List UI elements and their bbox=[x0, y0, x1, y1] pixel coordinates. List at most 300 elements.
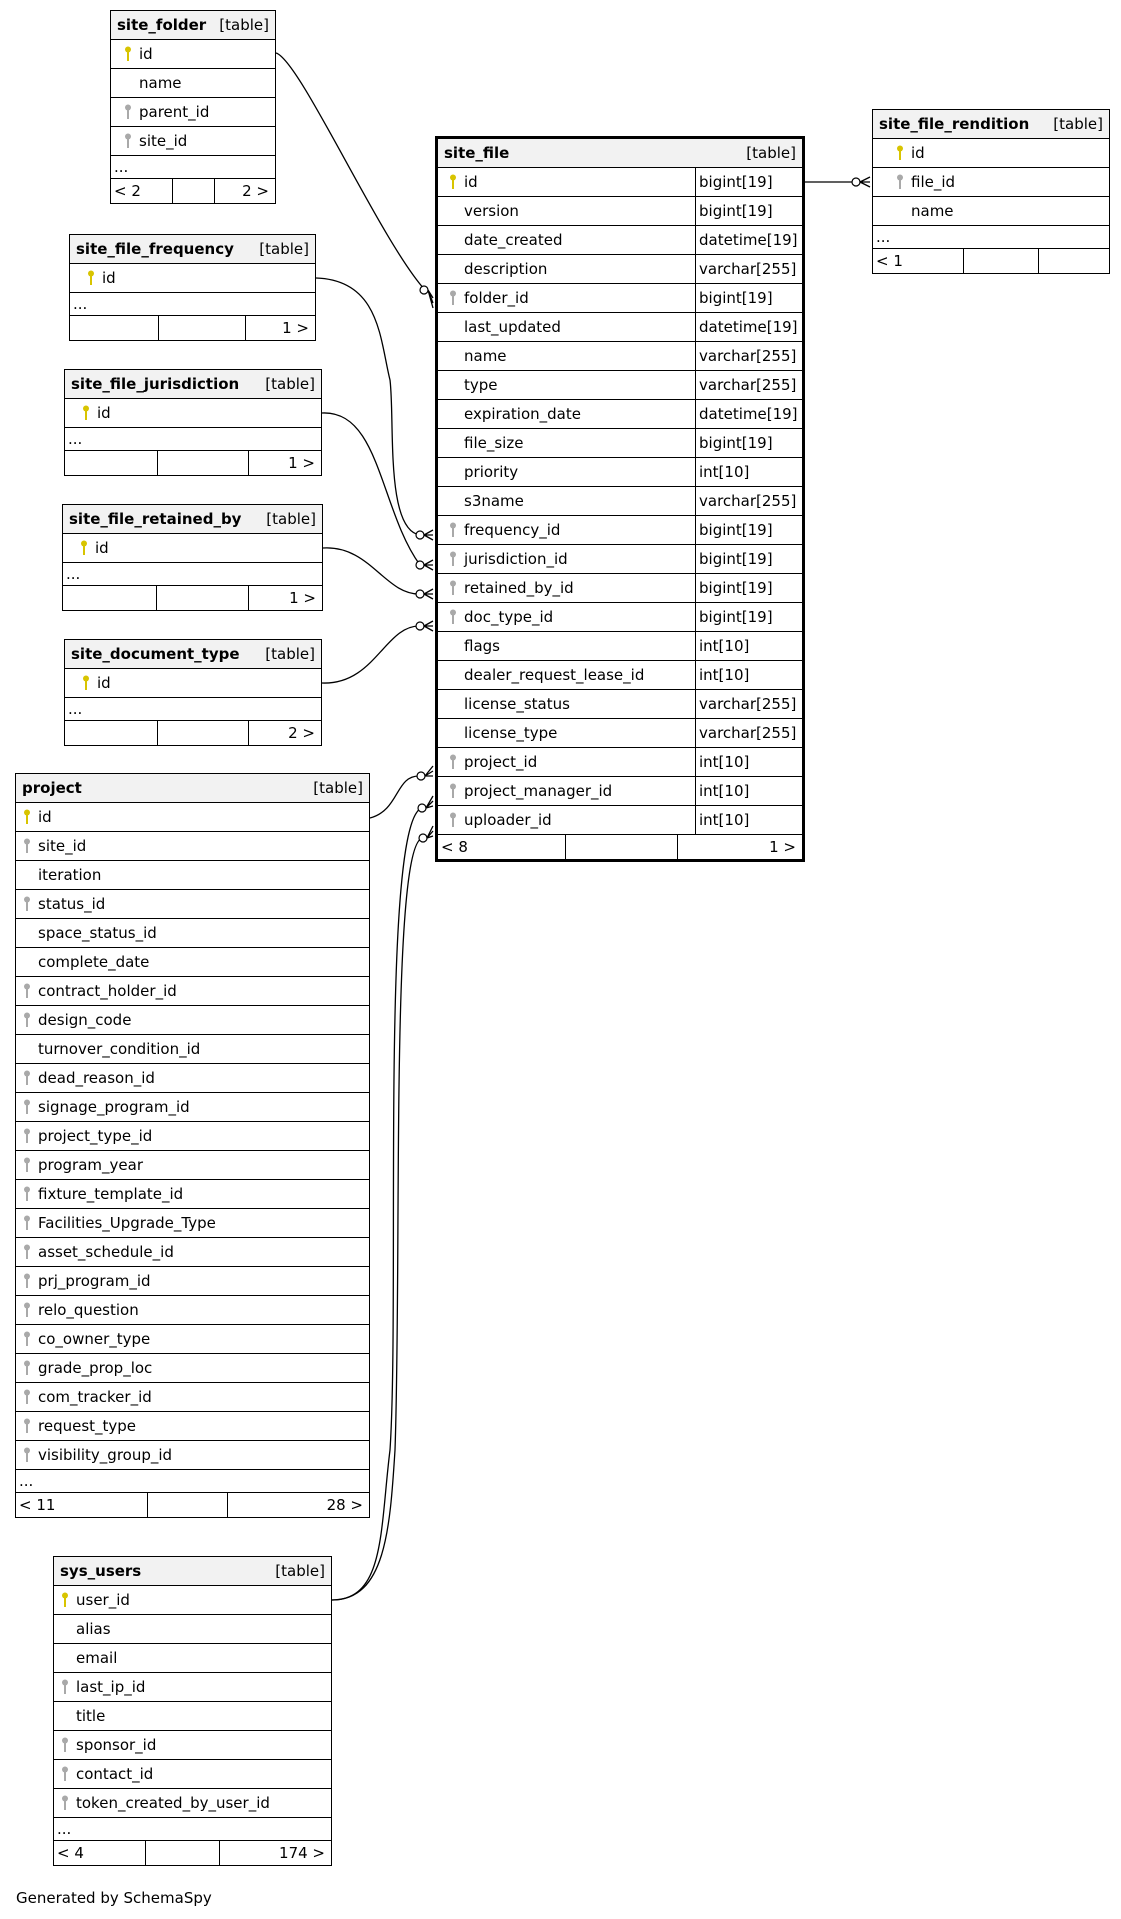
column-row[interactable] bbox=[65, 669, 321, 698]
optional-marker-frequency bbox=[416, 531, 424, 539]
column-name: signage_program_id bbox=[38, 1098, 190, 1116]
no-key-spacer bbox=[442, 632, 464, 660]
footer-middle[interactable] bbox=[156, 586, 249, 610]
column-row[interactable] bbox=[16, 1122, 369, 1151]
column-name: sponsor_id bbox=[76, 1736, 157, 1754]
primary-key-icon bbox=[80, 264, 102, 292]
primary-key-icon bbox=[73, 534, 95, 562]
column-row[interactable] bbox=[111, 98, 275, 127]
column-type: int[10] bbox=[695, 777, 802, 805]
column-name: project_manager_id bbox=[464, 782, 613, 800]
table-kind-tag: [table] bbox=[275, 1562, 325, 1580]
column-name: title bbox=[76, 1707, 106, 1725]
optional-marker-jurisdiction bbox=[416, 561, 424, 569]
column-name: request_type bbox=[38, 1417, 137, 1435]
no-key-spacer bbox=[442, 371, 464, 399]
column-row[interactable] bbox=[438, 458, 802, 487]
column-name: id bbox=[911, 144, 925, 162]
primary-key-icon bbox=[75, 399, 97, 427]
column-name: project_type_id bbox=[38, 1127, 153, 1145]
column-type: bigint[19] bbox=[695, 603, 802, 631]
primary-key-icon bbox=[442, 168, 464, 196]
column-row[interactable] bbox=[873, 139, 1109, 168]
foreign-key-icon bbox=[16, 1354, 38, 1382]
column-name: license_status bbox=[464, 695, 570, 713]
generated-by-footer: Generated by SchemaSpy bbox=[16, 1889, 212, 1907]
table-kind-tag: [table] bbox=[265, 375, 315, 393]
table-footer bbox=[70, 316, 315, 340]
foreign-key-icon bbox=[442, 284, 464, 312]
column-row[interactable] bbox=[16, 803, 369, 832]
column-row[interactable] bbox=[438, 284, 802, 313]
fk-line-retained-by bbox=[323, 548, 420, 594]
no-key-spacer bbox=[442, 197, 464, 225]
table-name: site_file_frequency bbox=[76, 240, 234, 258]
column-row[interactable] bbox=[16, 977, 369, 1006]
column-name: frequency_id bbox=[464, 521, 561, 539]
column-type: int[10] bbox=[695, 806, 802, 834]
column-row[interactable] bbox=[54, 1615, 331, 1644]
no-key-spacer bbox=[16, 1035, 38, 1063]
optional-marker-rendition bbox=[852, 178, 860, 186]
optional-marker-project-manager bbox=[418, 804, 426, 812]
parents-count[interactable] bbox=[65, 721, 157, 745]
column-name: relo_question bbox=[38, 1301, 139, 1319]
column-row[interactable] bbox=[438, 545, 802, 574]
children-count[interactable]: 1 > bbox=[769, 838, 796, 856]
optional-marker-retained-by bbox=[416, 590, 424, 598]
column-name: type bbox=[464, 376, 498, 394]
no-key-spacer bbox=[442, 400, 464, 428]
no-key-spacer bbox=[54, 1702, 76, 1730]
table-site-file-jurisdiction[interactable] bbox=[64, 369, 322, 476]
column-name: alias bbox=[76, 1620, 111, 1638]
column-row[interactable] bbox=[65, 399, 321, 428]
no-key-spacer bbox=[54, 1615, 76, 1643]
foreign-key-icon bbox=[54, 1789, 76, 1817]
table-name: site_file_jurisdiction bbox=[71, 375, 240, 393]
column-type: int[10] bbox=[695, 632, 802, 660]
table-footer bbox=[54, 1841, 331, 1865]
table-header[interactable] bbox=[65, 370, 321, 399]
footer-middle[interactable] bbox=[172, 179, 215, 203]
column-row[interactable] bbox=[438, 342, 802, 371]
table-header[interactable] bbox=[438, 139, 802, 168]
column-name: id bbox=[97, 404, 111, 422]
table-kind-tag: [table] bbox=[746, 144, 796, 162]
column-row[interactable] bbox=[438, 313, 802, 342]
table-header[interactable] bbox=[111, 11, 275, 40]
parents-count[interactable]: < 4 bbox=[57, 1844, 84, 1862]
table-site-file-retained-by[interactable] bbox=[62, 504, 323, 611]
crows-foot-uploader bbox=[427, 826, 433, 838]
table-footer bbox=[65, 451, 321, 475]
column-row[interactable] bbox=[16, 919, 369, 948]
column-row[interactable] bbox=[16, 861, 369, 890]
foreign-key-icon bbox=[16, 1441, 38, 1469]
column-name: fixture_template_id bbox=[38, 1185, 184, 1203]
column-row[interactable] bbox=[16, 890, 369, 919]
column-row[interactable] bbox=[438, 632, 802, 661]
primary-key-icon bbox=[75, 669, 97, 697]
column-row[interactable] bbox=[54, 1731, 331, 1760]
column-name: file_size bbox=[464, 434, 524, 452]
crows-foot-project-manager bbox=[426, 796, 433, 808]
primary-key-icon bbox=[889, 139, 911, 167]
optional-marker-project bbox=[417, 772, 425, 780]
column-name: date_created bbox=[464, 231, 563, 249]
foreign-key-icon bbox=[117, 127, 139, 155]
column-name: folder_id bbox=[464, 289, 529, 307]
foreign-key-icon bbox=[442, 777, 464, 805]
parents-count[interactable]: < 8 bbox=[441, 838, 468, 856]
column-row[interactable] bbox=[16, 1354, 369, 1383]
column-type: bigint[19] bbox=[695, 574, 802, 602]
no-key-spacer bbox=[54, 1644, 76, 1672]
column-name: design_code bbox=[38, 1011, 132, 1029]
column-row[interactable] bbox=[16, 1035, 369, 1064]
table-name: site_folder bbox=[117, 16, 207, 34]
crows-foot-doc-type bbox=[424, 621, 433, 631]
column-name: space_status_id bbox=[38, 924, 157, 942]
column-name: file_id bbox=[911, 173, 956, 191]
column-name: name bbox=[139, 74, 182, 92]
column-type: bigint[19] bbox=[695, 516, 802, 544]
column-row[interactable] bbox=[438, 400, 802, 429]
foreign-key-icon bbox=[442, 748, 464, 776]
column-row[interactable] bbox=[438, 197, 802, 226]
column-name: com_tracker_id bbox=[38, 1388, 152, 1406]
fk-line-project bbox=[370, 776, 420, 818]
crows-foot-frequency bbox=[424, 530, 433, 540]
no-key-spacer bbox=[16, 861, 38, 889]
column-name: id bbox=[464, 173, 478, 191]
crows-foot-folder bbox=[428, 290, 433, 308]
column-name: version bbox=[464, 202, 519, 220]
column-row[interactable] bbox=[438, 748, 802, 777]
table-name: sys_users bbox=[60, 1562, 142, 1580]
optional-marker-doc-type bbox=[416, 622, 424, 630]
table-site-folder[interactable] bbox=[110, 10, 276, 204]
column-name: id bbox=[97, 674, 111, 692]
column-row[interactable] bbox=[111, 40, 275, 69]
table-header[interactable] bbox=[16, 774, 369, 803]
table-name: site_file_rendition bbox=[879, 115, 1030, 133]
primary-key-icon bbox=[16, 803, 38, 831]
parents-count[interactable] bbox=[65, 451, 157, 475]
column-name: co_owner_type bbox=[38, 1330, 151, 1348]
column-row[interactable] bbox=[16, 1180, 369, 1209]
parents-count[interactable]: < 1 bbox=[876, 252, 903, 270]
no-key-spacer bbox=[442, 429, 464, 457]
no-key-spacer bbox=[16, 919, 38, 947]
foreign-key-icon bbox=[16, 1383, 38, 1411]
children-count[interactable]: 1 > bbox=[288, 454, 315, 472]
children-count[interactable]: 174 > bbox=[279, 1844, 325, 1862]
column-type: varchar[255] bbox=[695, 255, 802, 283]
foreign-key-icon bbox=[442, 516, 464, 544]
column-name: grade_prop_loc bbox=[38, 1359, 153, 1377]
more-columns-indicator[interactable]: ... bbox=[65, 698, 321, 721]
foreign-key-icon bbox=[16, 1209, 38, 1237]
column-row[interactable] bbox=[16, 1006, 369, 1035]
foreign-key-icon bbox=[16, 1238, 38, 1266]
children-count[interactable]: 1 > bbox=[289, 589, 316, 607]
column-name: prj_program_id bbox=[38, 1272, 151, 1290]
foreign-key-icon bbox=[16, 1006, 38, 1034]
column-row[interactable] bbox=[438, 661, 802, 690]
parents-count[interactable]: < 2 bbox=[114, 182, 141, 200]
column-name: contract_holder_id bbox=[38, 982, 177, 1000]
column-row[interactable] bbox=[16, 1296, 369, 1325]
column-row[interactable] bbox=[438, 806, 802, 835]
column-row[interactable] bbox=[16, 1325, 369, 1354]
table-name: project bbox=[22, 779, 82, 797]
column-row[interactable] bbox=[438, 719, 802, 748]
table-header[interactable] bbox=[65, 640, 321, 669]
more-columns-indicator[interactable]: ... bbox=[65, 428, 321, 451]
column-name: jurisdiction_id bbox=[464, 550, 568, 568]
table-header[interactable] bbox=[873, 110, 1109, 139]
children-count[interactable]: 2 > bbox=[288, 724, 315, 742]
foreign-key-icon bbox=[16, 1267, 38, 1295]
column-row[interactable] bbox=[16, 948, 369, 977]
column-row[interactable] bbox=[873, 168, 1109, 197]
table-footer bbox=[63, 586, 322, 610]
column-type: datetime[19] bbox=[695, 400, 802, 428]
fk-line-doc-type bbox=[322, 626, 420, 683]
column-name: description bbox=[464, 260, 548, 278]
column-row[interactable] bbox=[111, 127, 275, 156]
column-name: Facilities_Upgrade_Type bbox=[38, 1214, 216, 1232]
column-row[interactable] bbox=[54, 1702, 331, 1731]
column-row[interactable] bbox=[70, 264, 315, 293]
column-type: bigint[19] bbox=[695, 284, 802, 312]
foreign-key-icon bbox=[54, 1731, 76, 1759]
foreign-key-icon bbox=[16, 1122, 38, 1150]
foreign-key-icon bbox=[16, 1412, 38, 1440]
column-type: varchar[255] bbox=[695, 342, 802, 370]
fk-line-frequency bbox=[316, 278, 420, 535]
column-name: last_updated bbox=[464, 318, 561, 336]
column-row[interactable] bbox=[16, 1383, 369, 1412]
column-type: int[10] bbox=[695, 458, 802, 486]
no-key-spacer bbox=[16, 948, 38, 976]
more-columns-indicator[interactable]: ... bbox=[16, 1470, 369, 1493]
column-type: bigint[19] bbox=[695, 545, 802, 573]
crows-foot-retained-by bbox=[424, 589, 433, 599]
table-kind-tag: [table] bbox=[259, 240, 309, 258]
column-name: dead_reason_id bbox=[38, 1069, 155, 1087]
column-name: id bbox=[102, 269, 116, 287]
column-row[interactable] bbox=[16, 1267, 369, 1296]
crows-foot-rendition bbox=[860, 177, 870, 187]
column-name: doc_type_id bbox=[464, 608, 554, 626]
parents-count[interactable] bbox=[70, 316, 158, 340]
table-sys-users[interactable] bbox=[53, 1556, 332, 1866]
column-type: varchar[255] bbox=[695, 487, 802, 515]
no-key-spacer bbox=[117, 69, 139, 97]
column-row[interactable] bbox=[438, 487, 802, 516]
column-row[interactable] bbox=[16, 1238, 369, 1267]
column-row[interactable] bbox=[54, 1673, 331, 1702]
more-columns-indicator[interactable]: ... bbox=[63, 563, 322, 586]
footer-middle[interactable] bbox=[157, 451, 249, 475]
column-name: contact_id bbox=[76, 1765, 154, 1783]
table-site-file-rendition[interactable] bbox=[872, 109, 1110, 274]
column-type: bigint[19] bbox=[695, 197, 802, 225]
no-key-spacer bbox=[442, 661, 464, 689]
column-row[interactable] bbox=[438, 255, 802, 284]
footer-middle[interactable] bbox=[565, 835, 678, 859]
parents-count[interactable] bbox=[63, 586, 156, 610]
no-key-spacer bbox=[442, 487, 464, 515]
column-row[interactable] bbox=[438, 777, 802, 806]
column-row[interactable] bbox=[16, 1209, 369, 1238]
column-row[interactable] bbox=[873, 197, 1109, 226]
column-name: parent_id bbox=[139, 103, 210, 121]
foreign-key-icon bbox=[16, 832, 38, 860]
column-name: token_created_by_user_id bbox=[76, 1794, 270, 1812]
footer-middle[interactable] bbox=[145, 1841, 220, 1865]
column-row[interactable] bbox=[438, 429, 802, 458]
foreign-key-icon bbox=[442, 806, 464, 834]
parents-count[interactable]: < 11 bbox=[19, 1496, 56, 1514]
column-row[interactable] bbox=[16, 832, 369, 861]
foreign-key-icon bbox=[16, 1064, 38, 1092]
table-site-file[interactable] bbox=[435, 136, 805, 862]
table-header[interactable] bbox=[54, 1557, 331, 1586]
table-header[interactable] bbox=[63, 505, 322, 534]
column-type: datetime[19] bbox=[695, 226, 802, 254]
column-type: bigint[19] bbox=[695, 168, 802, 196]
footer-middle[interactable] bbox=[963, 249, 1039, 273]
column-row[interactable] bbox=[438, 371, 802, 400]
more-columns-indicator[interactable]: ... bbox=[70, 293, 315, 316]
column-row[interactable] bbox=[16, 1412, 369, 1441]
foreign-key-icon bbox=[117, 98, 139, 126]
more-columns-indicator[interactable]: ... bbox=[54, 1818, 331, 1841]
foreign-key-icon bbox=[16, 1325, 38, 1353]
column-name: license_type bbox=[464, 724, 558, 742]
column-row[interactable] bbox=[438, 690, 802, 719]
table-footer bbox=[873, 249, 1109, 273]
table-site-file-frequency[interactable] bbox=[69, 234, 316, 341]
column-type: int[10] bbox=[695, 748, 802, 776]
table-kind-tag: [table] bbox=[219, 16, 269, 34]
column-name: user_id bbox=[76, 1591, 130, 1609]
foreign-key-icon bbox=[16, 890, 38, 918]
foreign-key-icon bbox=[16, 1180, 38, 1208]
children-count[interactable]: 1 > bbox=[282, 319, 309, 337]
column-row[interactable] bbox=[16, 1093, 369, 1122]
footer-middle[interactable] bbox=[147, 1493, 228, 1517]
column-name: priority bbox=[464, 463, 519, 481]
children-count[interactable]: 2 > bbox=[242, 182, 269, 200]
column-row[interactable] bbox=[111, 69, 275, 98]
footer-middle[interactable] bbox=[158, 316, 246, 340]
crows-foot-jurisdiction bbox=[424, 560, 433, 570]
foreign-key-icon bbox=[442, 545, 464, 573]
table-name: site_file_retained_by bbox=[69, 510, 242, 528]
more-columns-indicator[interactable]: ... bbox=[111, 156, 275, 179]
table-site-document-type[interactable] bbox=[64, 639, 322, 746]
column-name: program_year bbox=[38, 1156, 143, 1174]
column-type: bigint[19] bbox=[695, 429, 802, 457]
column-name: last_ip_id bbox=[76, 1678, 146, 1696]
table-footer bbox=[65, 721, 321, 745]
optional-marker-uploader bbox=[419, 834, 427, 842]
table-footer bbox=[438, 835, 802, 859]
column-name: id bbox=[139, 45, 153, 63]
column-name: visibility_group_id bbox=[38, 1446, 173, 1464]
foreign-key-icon bbox=[16, 1151, 38, 1179]
column-type: varchar[255] bbox=[695, 371, 802, 399]
children-count[interactable]: 28 > bbox=[326, 1496, 363, 1514]
column-name: complete_date bbox=[38, 953, 150, 971]
column-row[interactable] bbox=[16, 1064, 369, 1093]
table-kind-tag: [table] bbox=[313, 779, 363, 797]
primary-key-icon bbox=[54, 1586, 76, 1614]
more-columns-indicator[interactable]: ... bbox=[873, 226, 1109, 249]
column-row[interactable] bbox=[54, 1760, 331, 1789]
column-name: retained_by_id bbox=[464, 579, 574, 597]
column-name: dealer_request_lease_id bbox=[464, 666, 645, 684]
column-name: turnover_condition_id bbox=[38, 1040, 201, 1058]
column-row[interactable] bbox=[63, 534, 322, 563]
column-row[interactable] bbox=[54, 1586, 331, 1615]
no-key-spacer bbox=[889, 197, 911, 225]
no-key-spacer bbox=[442, 313, 464, 341]
column-type: int[10] bbox=[695, 661, 802, 689]
crows-foot-project bbox=[425, 766, 433, 776]
column-row[interactable] bbox=[438, 516, 802, 545]
column-name: flags bbox=[464, 637, 500, 655]
column-name: iteration bbox=[38, 866, 102, 884]
no-key-spacer bbox=[442, 719, 464, 747]
column-name: name bbox=[464, 347, 507, 365]
foreign-key-icon bbox=[442, 574, 464, 602]
table-footer bbox=[16, 1493, 369, 1517]
column-row[interactable] bbox=[438, 574, 802, 603]
column-row[interactable] bbox=[438, 168, 802, 197]
foreign-key-icon bbox=[54, 1760, 76, 1788]
column-row[interactable] bbox=[438, 226, 802, 255]
column-row[interactable] bbox=[16, 1151, 369, 1180]
table-header[interactable] bbox=[70, 235, 315, 264]
column-row[interactable] bbox=[16, 1441, 369, 1470]
foreign-key-icon bbox=[442, 603, 464, 631]
children-count[interactable] bbox=[1039, 249, 1109, 273]
column-row[interactable] bbox=[54, 1644, 331, 1673]
footer-middle[interactable] bbox=[157, 721, 249, 745]
no-key-spacer bbox=[442, 255, 464, 283]
table-kind-tag: [table] bbox=[265, 645, 315, 663]
table-project[interactable] bbox=[15, 773, 370, 1518]
no-key-spacer bbox=[442, 458, 464, 486]
column-name: id bbox=[95, 539, 109, 557]
column-type: varchar[255] bbox=[695, 719, 802, 747]
no-key-spacer bbox=[442, 342, 464, 370]
table-name: site_file bbox=[444, 144, 510, 162]
column-row[interactable] bbox=[54, 1789, 331, 1818]
column-name: expiration_date bbox=[464, 405, 581, 423]
column-name: site_id bbox=[139, 132, 188, 150]
column-row[interactable] bbox=[438, 603, 802, 632]
column-name: site_id bbox=[38, 837, 87, 855]
column-name: status_id bbox=[38, 895, 106, 913]
foreign-key-icon bbox=[54, 1673, 76, 1701]
